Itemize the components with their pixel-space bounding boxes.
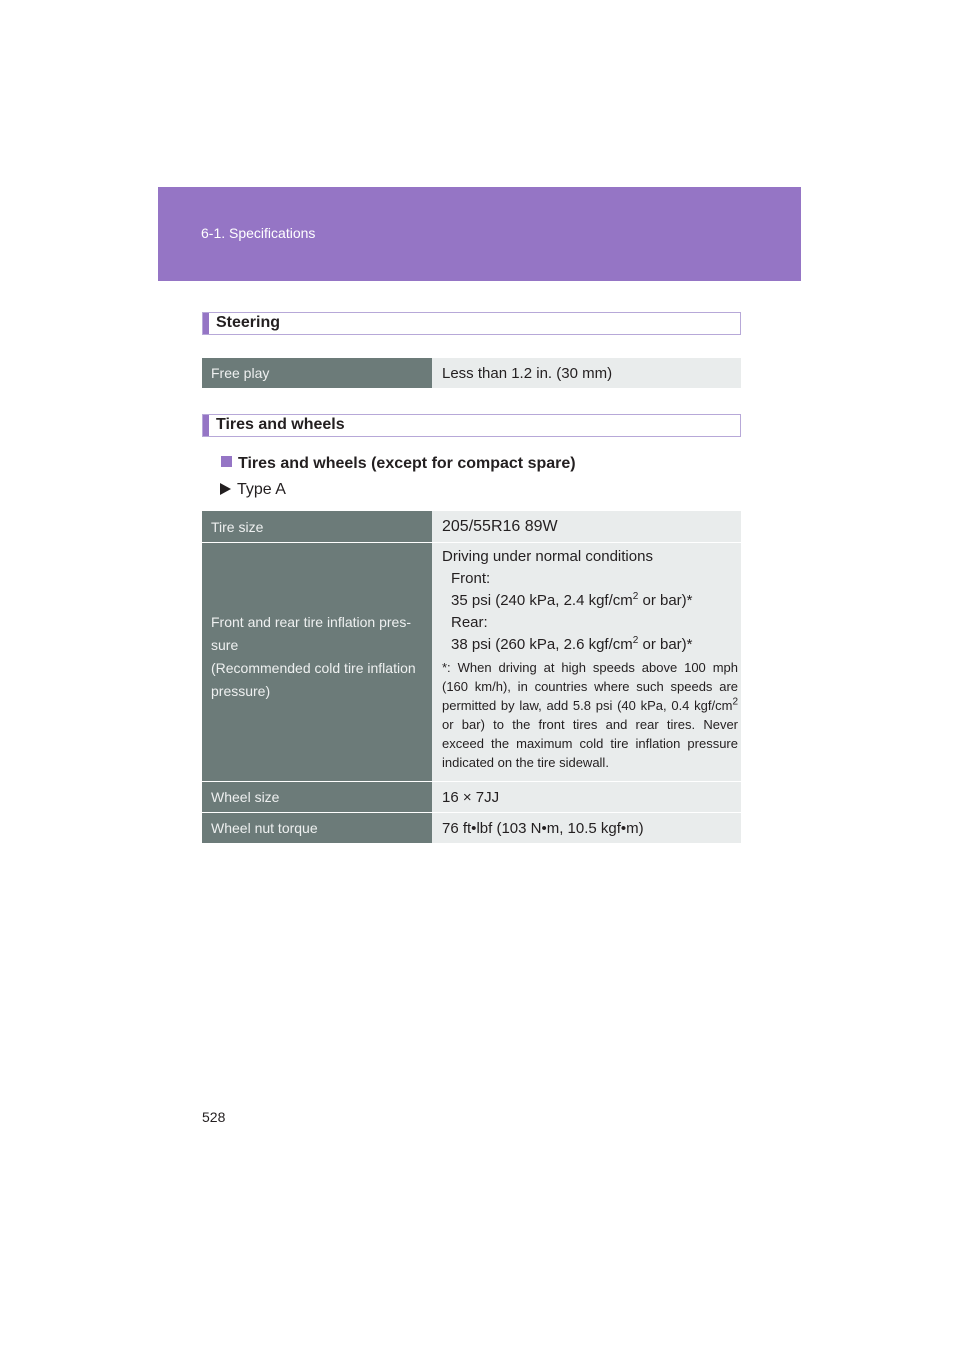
wheel-size-value: 16 × 7JJ bbox=[432, 782, 741, 812]
steering-section-heading bbox=[202, 312, 741, 335]
page-header bbox=[158, 187, 801, 281]
type-label: Type A bbox=[237, 481, 286, 498]
steering-title: Steering bbox=[216, 314, 281, 331]
heading-accent bbox=[203, 415, 209, 436]
tires-table bbox=[202, 510, 741, 844]
section-breadcrumb: 6-1. Specifications bbox=[201, 225, 316, 241]
pressure-label: Front and rear tire inflation pres- sure (Recommended cold tire inflation pressure) bbox=[202, 543, 432, 781]
nut-torque-label: Wheel nut torque bbox=[202, 813, 432, 843]
heading-accent bbox=[203, 313, 209, 334]
rear-pressure: 38 psi (260 kPa, 2.6 kgf/$cm^2$ or bar)* bbox=[451, 635, 693, 653]
tires-subheading-text: Tires and wheels (except for compact spare) bbox=[238, 455, 576, 472]
tire-size-value: 205/55R16 89W bbox=[432, 511, 741, 542]
nut-torque-value: 76 ft•lbf (103 N•m, 10.5 kgf•m) bbox=[432, 813, 741, 843]
table-row bbox=[202, 511, 741, 542]
table-row bbox=[202, 813, 741, 843]
pressure-footnote: *: When driving at high speeds above 100 mph (160 km/h), in countries where such speeds are permitted by law, add 5.8 psi (40 kPa, 0.4 kgf/$cm^2$ or bar) to the front tires and rear tires. Never exceed the maximum cold tire inflation pressure indicated on the tire sidewall. bbox=[442, 660, 738, 770]
tires-subheading bbox=[221, 455, 576, 473]
triangle-bullet-icon bbox=[220, 483, 231, 495]
type-a-line bbox=[220, 481, 286, 499]
tire-size-label: Tire size bbox=[202, 511, 432, 542]
front-pressure: 35 psi (240 kPa, 2.4 kgf/$cm^2$ or bar)* bbox=[451, 591, 693, 609]
front-label: Front: bbox=[451, 570, 491, 587]
table-row bbox=[202, 358, 741, 388]
wheel-size-label: Wheel size bbox=[202, 782, 432, 812]
table-row bbox=[202, 782, 741, 812]
pressure-value bbox=[432, 543, 741, 781]
tires-section-heading bbox=[202, 414, 741, 437]
table-row bbox=[202, 543, 741, 781]
free-play-label: Free play bbox=[202, 358, 432, 388]
pressure-intro: Driving under normal conditions bbox=[442, 548, 653, 565]
tires-title: Tires and wheels bbox=[216, 416, 345, 433]
free-play-value: Less than 1.2 in. (30 mm) bbox=[432, 358, 741, 388]
square-bullet-icon bbox=[221, 456, 232, 467]
steering-table bbox=[202, 357, 741, 389]
rear-label: Rear: bbox=[451, 614, 488, 631]
page-number: 528 bbox=[202, 1109, 226, 1125]
